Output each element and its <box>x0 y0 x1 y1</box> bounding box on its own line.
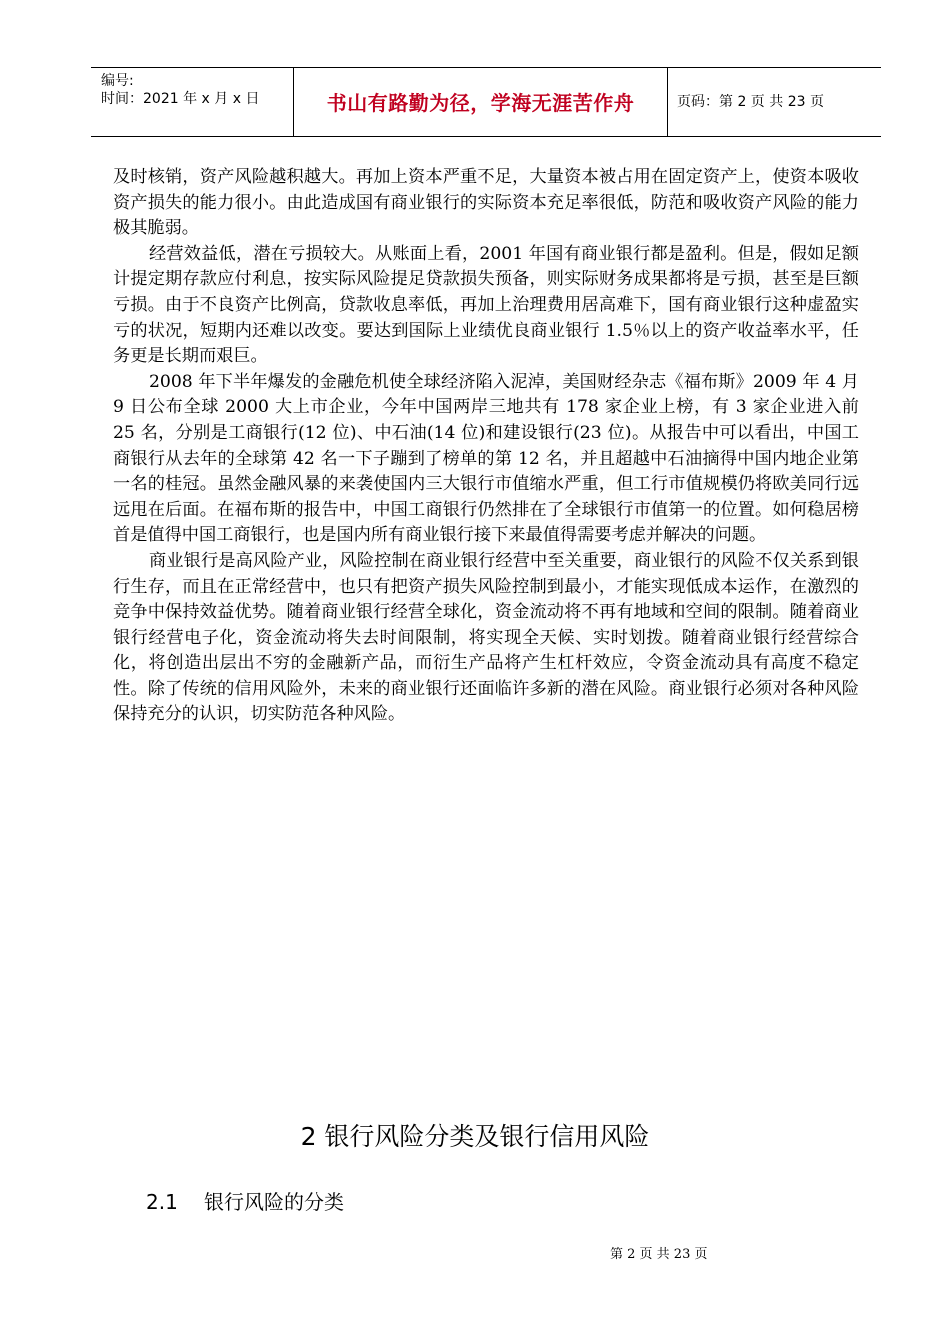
page-header <box>91 67 881 137</box>
header-page-cell <box>667 68 881 136</box>
paragraph: 及时核销，资产风险越积越大。再加上资本严重不足，大量资本被占用在固定资产上，使资本吸收资产损失的能力很小。由此造成国有商业银行的实际资本充足率很低，防范和吸收资产风险的能力极其脆弱。 <box>113 167 859 239</box>
section-title: 银行风险的分类 <box>204 1190 344 1214</box>
serial-label: 编号: <box>101 73 134 89</box>
section-heading <box>146 1188 344 1216</box>
header-motto: 书山有路勤为径，学海无涯苦作舟 <box>326 91 635 115</box>
body-text <box>113 165 859 728</box>
time-label: 时间：2021 年 x 月 x 日 <box>101 91 260 107</box>
page-footer: 第 2 页 共 23 页 <box>610 1247 708 1262</box>
header-page-label: 页码：第 2 页 共 23 页 <box>677 94 824 110</box>
header-motto-cell <box>293 68 668 136</box>
header-info-cell <box>91 68 293 136</box>
paragraph: 商业银行是高风险产业，风险控制在商业银行经营中至关重要，商业银行的风险不仅关系到银行生存，而且在正常经营中，也只有把资产损失风险控制到最小，才能实现低成本运作，在激烈的竞争中保持效益优势。随着商业银行经营全球化，资金流动将不再有地域和空间的限制。随着商业银行经营电子化，资金流动将失去时间限制，将实现全天候、实时划拨。随着商业银行经营综合化，将创造出层出不穷的金融新产品，而衍生产品将产生杠杆效应，令资金流动具有高度不稳定性。除了传统的信用风险外，未来的商业银行还面临许多新的潜在风险。商业银行必须对各种风险保持充分的认识，切实防范各种风险。 <box>113 550 859 725</box>
paragraph: 2008 年下半年爆发的金融危机使全球经济陷入泥淖，美国财经杂志《福布斯》2009 年 4 月 9 日公布全球 2000 大上市企业，今年中国两岸三地共有 178 家企业上榜，有 3 家企业进入前 25 名，分别是工商银行(12 位)、中石油(14 位)和建设银行(23 位)。从报告中可以看出，中国工商银行从去年的全球第 42 名一下子蹦到了榜单的第 12 名，并且超越中石油摘得中国内地企业第一名的桂冠。虽然金融风暴的来袭使国内三大银行市值缩水严重，但工行市值规模仍将欧美同行远远甩在后面。在福布斯的报告中，中国工商银行仍然排在了全球银行市值第一的位置。如何稳居榜首是值得中国工商银行，也是国内所有商业银行接下来最值得需要考虑并解决的问题。 <box>113 371 859 546</box>
paragraph: 经营效益低，潜在亏损较大。从账面上看，2001 年国有商业银行都是盈利。但是，假如足额计提定期存款应付利息，按实际风险提足贷款损失预备，则实际财务成果都将是亏损，甚至是巨额亏损。由于不良资产比例高，贷款收息率低，再加上治理费用居高难下，国有商业银行这种虚盈实亏的状况，短期内还难以改变。要达到国际上业绩优良商业银行 1.5％以上的资产收益率水平，任务更是长期而艰巨。 <box>113 243 859 367</box>
chapter-heading: 2 银行风险分类及银行信用风险 <box>300 1122 650 1151</box>
section-number: 2.1 <box>146 1190 178 1214</box>
